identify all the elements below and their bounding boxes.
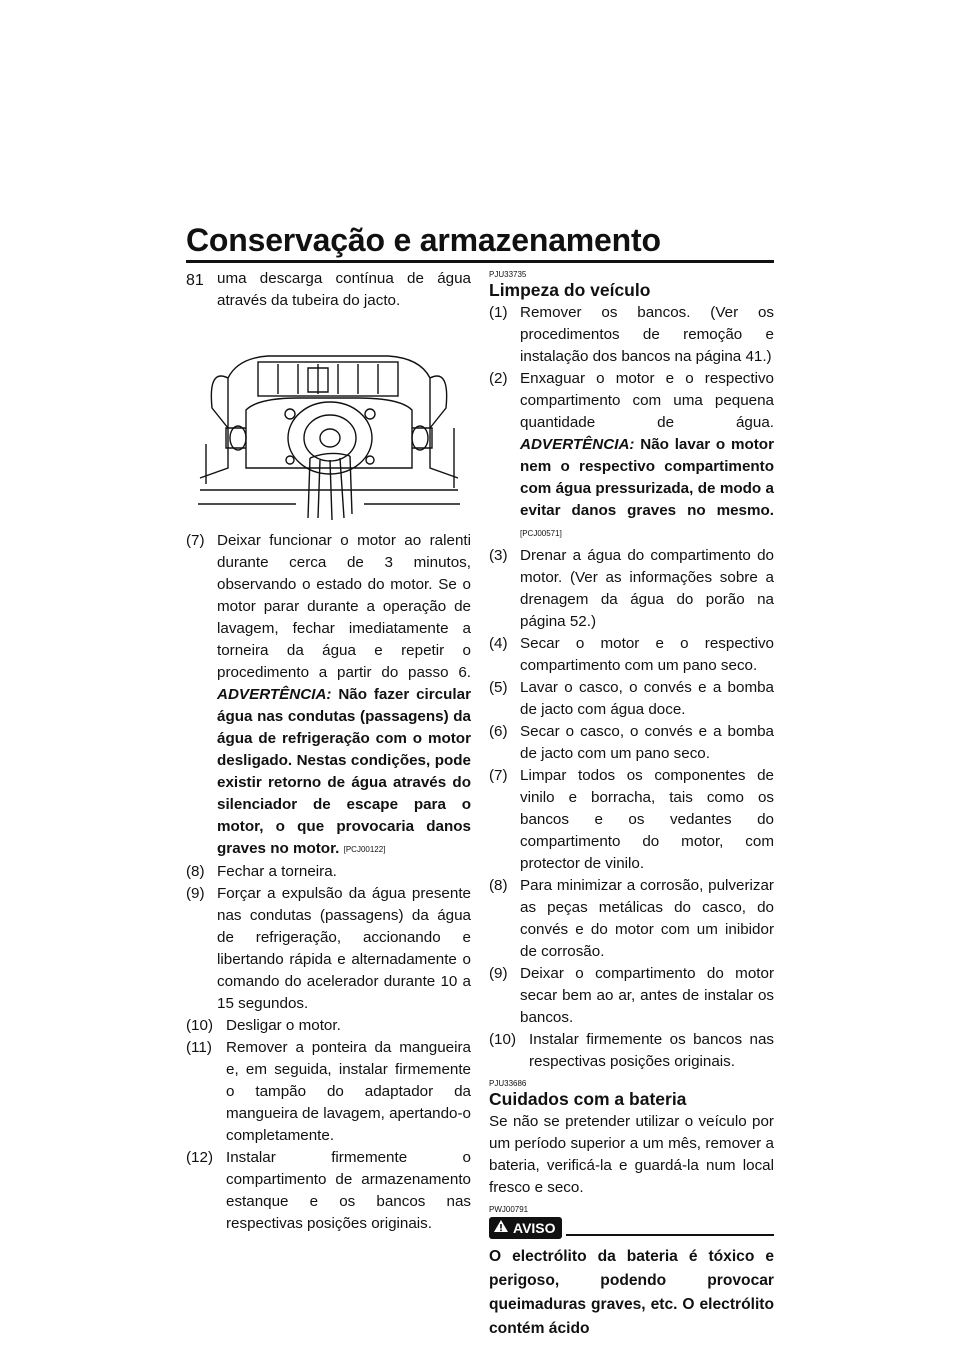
step-number: (5)	[489, 679, 508, 696]
warning-text: Não fazer circular água nas condutas (passagens) da água de refrigeração com o motor desligado. Nestas condições, pode existir retorno de água através do silenciador de escape para o motor, o que provocaria danos graves no motor.	[217, 686, 471, 857]
step-number: (9)	[489, 965, 508, 982]
cleaning-step-4	[489, 633, 774, 677]
step-text: Deixar o compartimento do motor secar bem ao ar, antes de instalar os bancos.	[520, 965, 774, 1026]
left-column	[186, 268, 471, 1235]
cleaning-step-10	[489, 1029, 774, 1073]
cleaning-step-2	[489, 368, 774, 545]
warning-label: ADVERTÊNCIA:	[217, 686, 332, 703]
step-number: (11)	[186, 1039, 212, 1056]
step-number: (8)	[489, 877, 508, 894]
step-8	[186, 861, 471, 883]
step-number: (7)	[186, 532, 205, 549]
jet-nozzle-illustration	[198, 318, 460, 522]
aviso-label: AVISO	[513, 1220, 556, 1236]
step-text: Remover a ponteira da mangueira e, em seguida, instalar firmemente o tampão do adaptador da mangueira de lavagem, apertando-o completamente.	[226, 1039, 471, 1144]
cleaning-step-7	[489, 765, 774, 875]
step-text: Limpar todos os componentes de vinilo e borracha, tais como os bancos e os vedantes do compartimento do motor, com protector de vinilo.	[520, 767, 774, 872]
jet-nozzle-drawing	[198, 318, 460, 522]
warning-paragraph: O electrólito da bateria é tóxico e perigoso, podendo provocar queimaduras graves, etc. O electrólito contém ácido	[489, 1248, 774, 1337]
page-title: Conservação e armazenamento	[186, 222, 774, 263]
step-9	[186, 883, 471, 1015]
step-text: Lavar o casco, o convés e a bomba de jacto com água doce.	[520, 679, 774, 718]
step-number: (2)	[489, 370, 508, 387]
step-text: Forçar a expulsão da água presente nas condutas (passagens) da água de refrigeração, accionando e libertando rápida e alternadamente o comando do acelerador durante 10 a 15 segundos.	[217, 885, 471, 1012]
section-title-battery: Cuidados com a bateria	[489, 1089, 687, 1109]
aviso-badge	[489, 1217, 562, 1239]
step-number: (9)	[186, 885, 205, 902]
step-number: (6)	[489, 723, 508, 740]
step-10	[186, 1015, 471, 1037]
step-text: Fechar a torneira.	[217, 863, 337, 880]
step-number: (1)	[489, 304, 508, 321]
step-number: (12)	[186, 1149, 214, 1166]
cleaning-step-9	[489, 963, 774, 1029]
warning-rule	[566, 1234, 774, 1236]
step-number: (3)	[489, 547, 508, 564]
step-number: (10)	[186, 1017, 214, 1034]
step-number: (4)	[489, 635, 508, 652]
step-number: (8)	[186, 863, 205, 880]
step-text: Secar o casco, o convés e a bomba de jacto com um pano seco.	[520, 723, 774, 762]
step-text: Deixar funcionar o motor ao ralenti durante cerca de 3 minutos, observando o estado do motor. Se o motor parar durante a operação de lavagem, fechar imediatamente a torneira da água e repetir o procedimento a partir do passo 6.	[217, 532, 471, 681]
battery-paragraph: Se não se pretender utilizar o veículo por um período superior a um mês, remover a bateria, verificá-la e guardá-la num local fresco e seco.	[489, 1113, 774, 1196]
reference-code: [PCJ00571]	[520, 529, 562, 538]
reference-code: [PCJ00122]	[343, 845, 386, 854]
step-12	[186, 1147, 471, 1235]
cleaning-step-3	[489, 545, 774, 633]
step-text: Para minimizar a corrosão, pulverizar as peças metálicas do casco, do convés e do motor com um inibidor de corrosão.	[520, 877, 774, 960]
cleaning-step-8	[489, 875, 774, 963]
cleaning-step-1	[489, 302, 774, 368]
warning-label: ADVERTÊNCIA:	[520, 436, 635, 453]
step-number: (7)	[489, 767, 508, 784]
step-11	[186, 1037, 471, 1147]
warning-text: Não lavar o motor nem o respectivo compartimento com água pressurizada, de modo a evitar danos graves no mesmo.	[520, 436, 774, 519]
step-7	[186, 530, 471, 861]
step-text: Instalar firmemente o compartimento de armazenamento estanque e os bancos nas respectivas posições originais.	[226, 1149, 471, 1232]
step-text: Enxaguar o motor e o respectivo compartimento com uma pequena quantidade de água.	[520, 370, 774, 431]
warning-header	[489, 1217, 774, 1239]
right-column	[489, 268, 774, 1341]
step-number: (10)	[489, 1031, 517, 1048]
section-code: PJU33735	[489, 270, 527, 279]
step-text: Instalar firmemente os bancos nas respectivas posições originais.	[529, 1031, 774, 1070]
step-text: Drenar a água do compartimento do motor. (Ver as informações sobre a drenagem da água do porão na página 52.)	[520, 547, 774, 630]
section-title-cleaning: Limpeza do veículo	[489, 280, 651, 300]
warning-code: PWJ00791	[489, 1205, 529, 1214]
step-text: Remover os bancos. (Ver os procedimentos de remoção e instalação dos bancos na página 41.)	[520, 304, 774, 365]
step-text: Secar o motor e o respectivo compartimento com um pano seco.	[520, 635, 774, 674]
cleaning-step-5	[489, 677, 774, 721]
page-number: 81	[186, 272, 204, 289]
warning-triangle-icon	[493, 1217, 509, 1239]
cleaning-step-6	[489, 721, 774, 765]
step-text: Desligar o motor.	[226, 1017, 341, 1034]
intro-paragraph: uma descarga contínua de água através da tubeira do jacto.	[217, 270, 471, 309]
section-code: PJU33686	[489, 1079, 527, 1088]
